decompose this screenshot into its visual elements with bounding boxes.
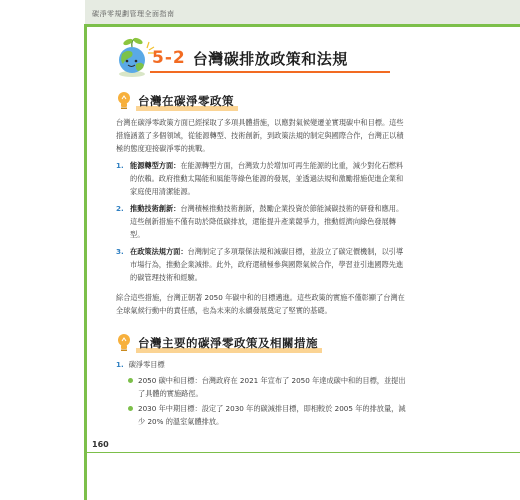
list-term: 能源轉型方面：	[130, 161, 181, 170]
list-number: 2.	[116, 204, 124, 213]
sub-list-item	[116, 358, 165, 371]
bullet-item	[128, 402, 406, 428]
heading-text: 台灣主要的碳淨零政策及相關措施	[138, 336, 318, 350]
list-term: 推動技術創新：	[130, 204, 181, 213]
bullet-dot	[128, 378, 133, 383]
intro-paragraph: 台灣在碳淨零政策方面已經採取了多項具體措施，以應對氣候變遷並實現碳中和目標。這些措施涵蓋了多個領域，從能源轉型、技術創新，到政策法規的制定與國際合作，台灣正以積極的態度迎接碳淨零的挑戰。	[116, 118, 404, 153]
bullet-item	[128, 374, 406, 400]
list-term: 在政策法規方面：	[130, 247, 188, 256]
heading-text: 台灣在碳淨零政策	[138, 94, 234, 108]
bullet-dot	[128, 406, 133, 411]
list-number: 1.	[116, 161, 124, 170]
list-item	[116, 202, 406, 241]
section-number: 5-2	[152, 48, 186, 68]
sub-number: 1.	[116, 360, 124, 369]
lightbulb-icon	[116, 91, 132, 111]
header-stripe	[85, 24, 520, 27]
conclusion-paragraph: 綜合這些措施，台灣正朝著 2050 年碳中和的目標邁進。這些政策的實施不僅彰顯了台灣在全球氣候行動中的責任感，也為未來的永續發展奠定了堅實的基礎。	[116, 293, 405, 315]
list-text: 在能源轉型方面，台灣致力於增加可再生能源的比重，減少對化石燃料的依賴。政府推動太陽能和風能等綠色能源的發展，並透過法規和激勵措施促進企業和家庭使用清潔能源。	[130, 161, 404, 196]
page-number: 160	[92, 440, 109, 449]
bullet-text: 2050 碳中和目標：台灣政府在 2021 年宣布了 2050 年達成碳中和的目標，並提出了具體的實施路徑。	[138, 376, 406, 398]
running-head: 碳淨零規劃管理全面指南	[92, 10, 175, 18]
heading-taiwan-net-zero	[116, 91, 234, 111]
lightbulb-icon	[116, 333, 132, 353]
section-heading: 台灣碳排放政策和法規	[192, 49, 348, 68]
sub-label: 碳淨零目標	[128, 360, 165, 369]
list-number: 3.	[116, 247, 124, 256]
list-text: 台灣制定了多項環保法規和減碳目標，並設立了碳定價機制，以引導市場行為，推動企業減排。此外，政府還積極參與國際氣候合作，學習並引進國際先進的碳管理技術和經驗。	[130, 247, 404, 282]
list-item	[116, 245, 406, 284]
section-title	[152, 47, 348, 69]
list-item	[116, 159, 406, 198]
left-margin-stripe	[84, 24, 87, 500]
list-text: 台灣積極推動技術創新，鼓勵企業投資於節能減碳技術的研發和應用。這些創新措施不僅有助於降低碳排放，還能提升產業競爭力，推動經濟向綠色發展轉型。	[130, 204, 404, 239]
bullet-text: 2030 年中期目標：設定了 2030 年的碳減排目標，即相較於 2005 年的排放量，減少 20% 的溫室氣體排放。	[138, 404, 406, 426]
footer-rule	[87, 452, 520, 453]
heading-main-policies	[116, 333, 318, 353]
title-underline	[150, 71, 390, 73]
